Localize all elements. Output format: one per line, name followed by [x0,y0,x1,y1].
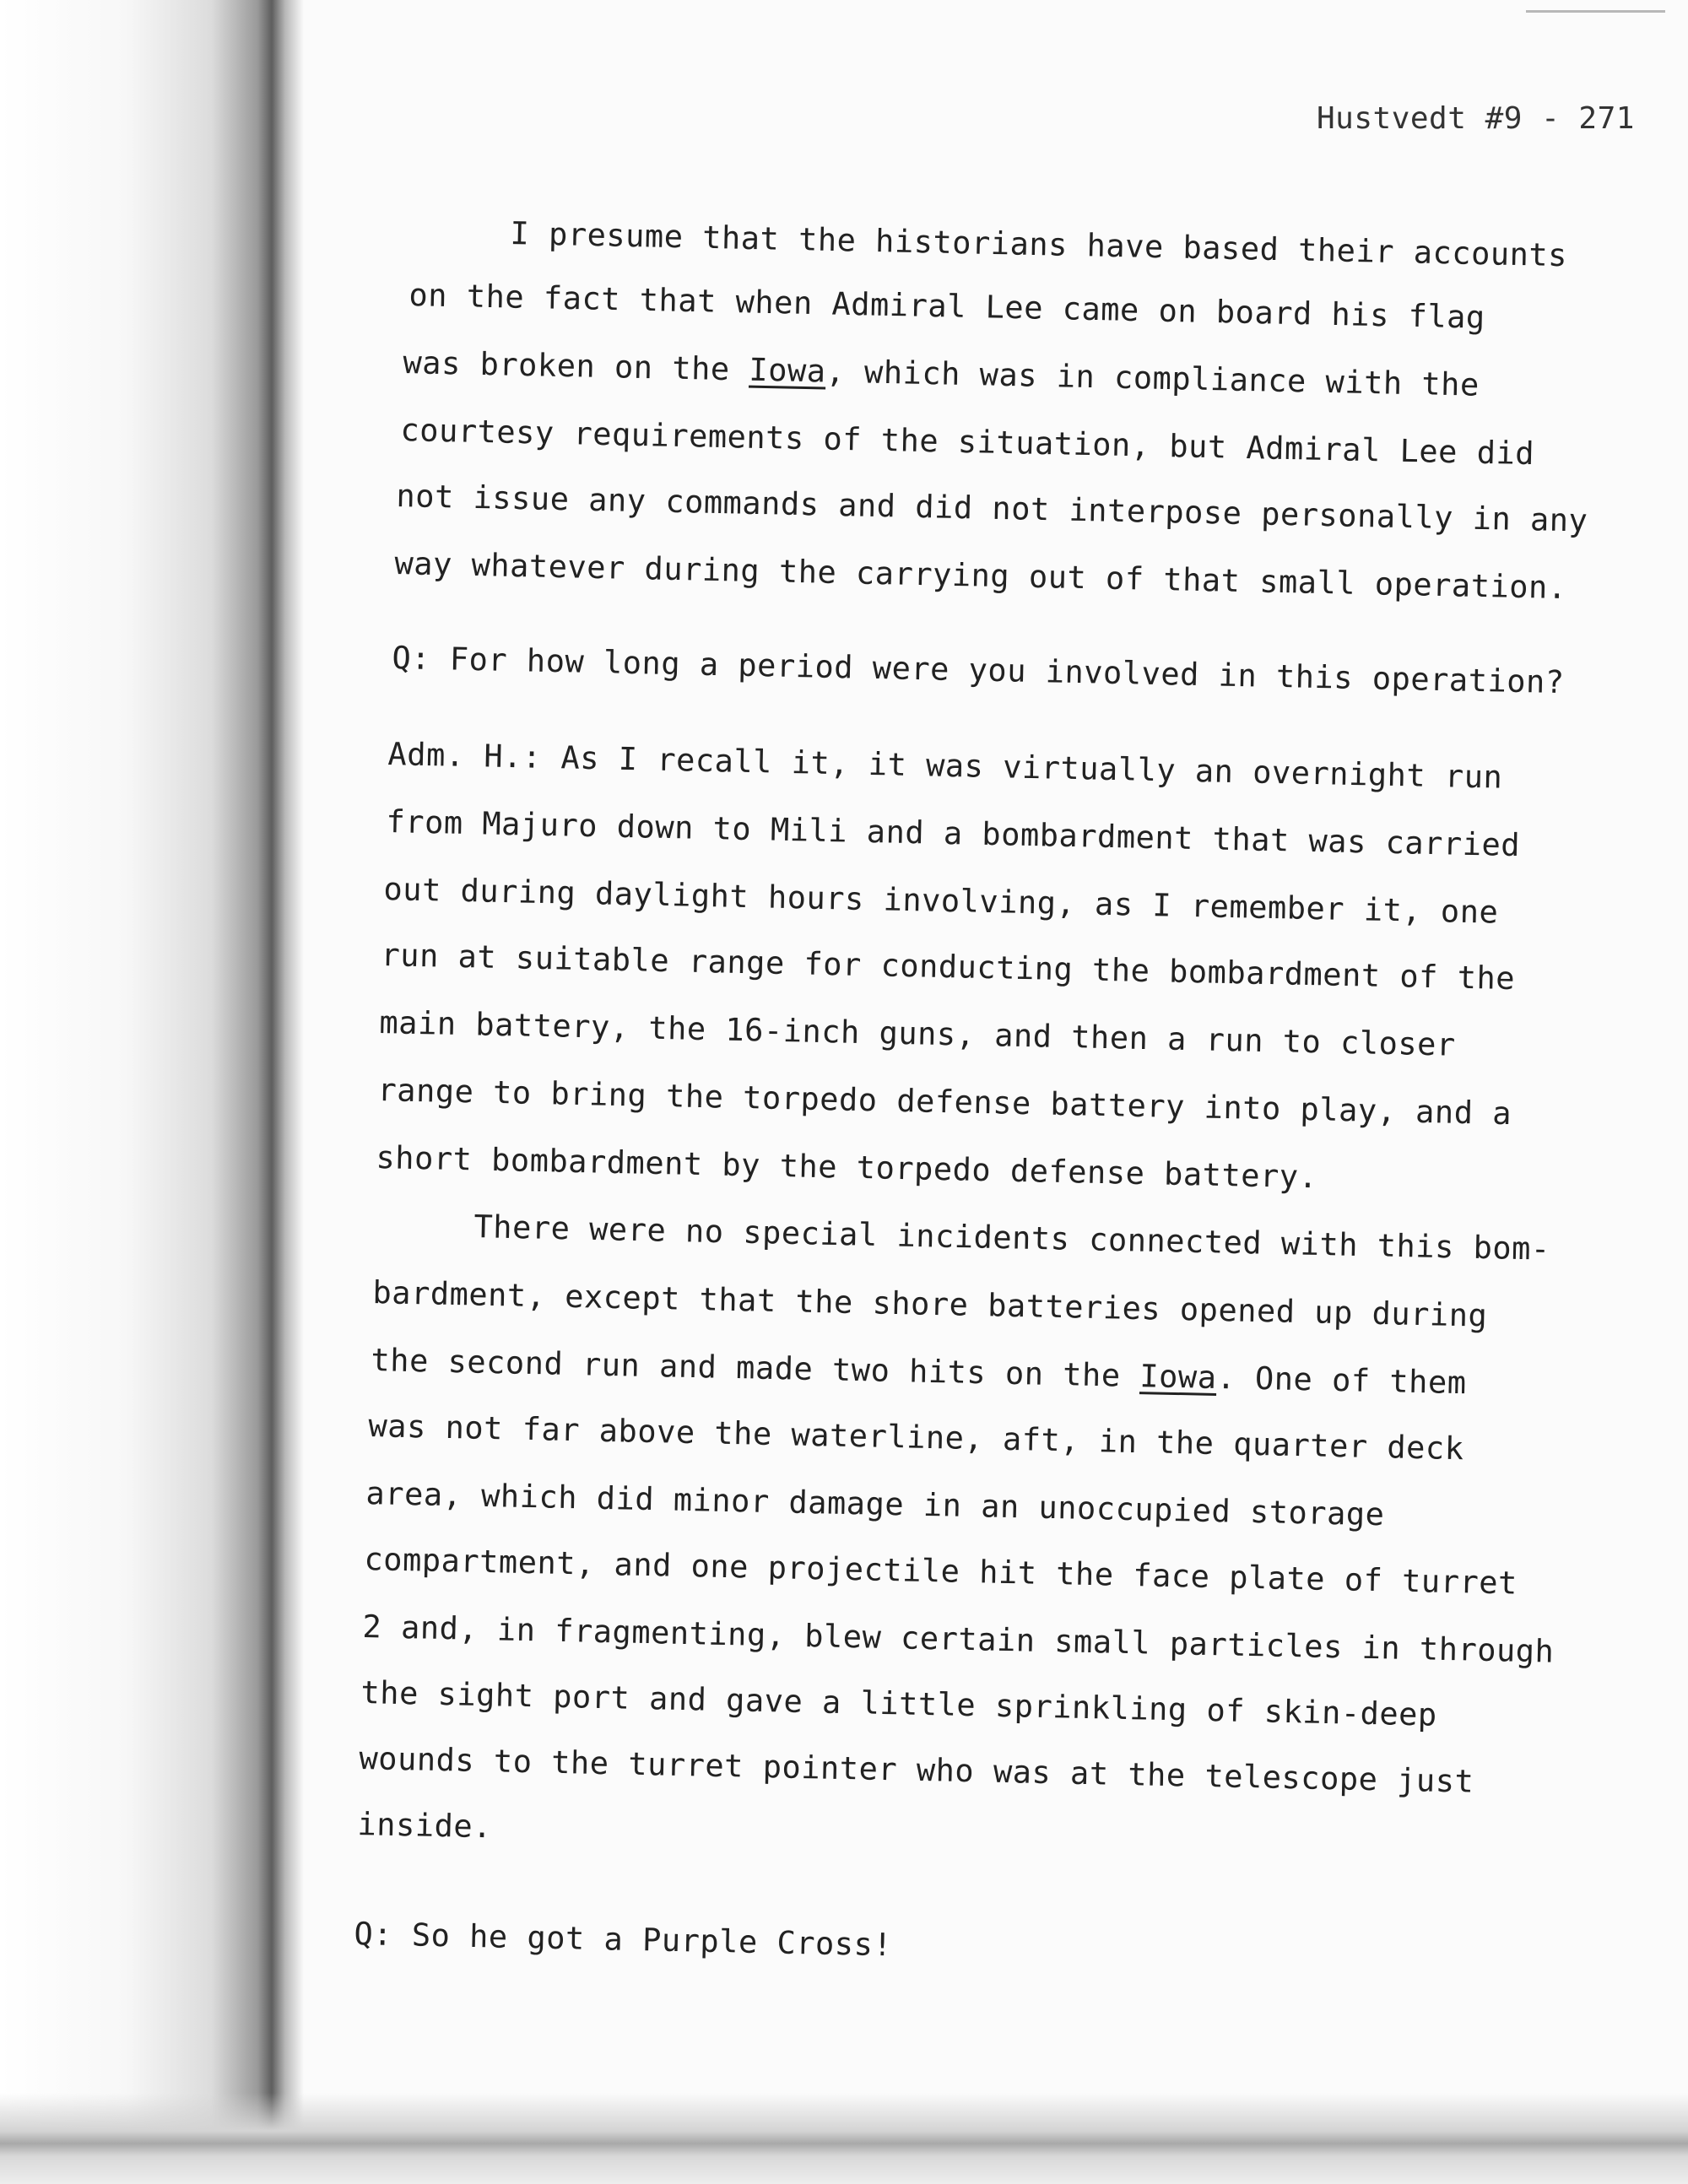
ship-name-iowa-2: Iowa [1139,1358,1217,1396]
p1-line-6: way whatever during the carrying out of that small operation. [394,545,1568,607]
a1-line-6: range to bring the torpedo defense battery into play, and a [377,1072,1512,1133]
p2-line-4: was not far above the waterline, aft, in the quarter deck [368,1408,1464,1468]
question-1: Q: For how long a period were you involved in this operation? [392,640,1566,701]
p1-line-1: I presume that the historians have based their accounts [510,215,1568,274]
p2-line-2: bardment, except that the shore batteries opened up during [372,1274,1488,1334]
p2-line-5: area, which did minor damage in an unoccupied storage [365,1475,1385,1533]
p1-line-5: not issue any commands and did not interpose personally in any [396,478,1588,539]
a1-line-7: short bombardment by the torpedo defense battery. [376,1139,1318,1196]
binding-shadow [0,0,304,2184]
p1-line-3 [403,344,1480,403]
ship-name-iowa: Iowa [748,351,826,390]
p2-line-3-a: the second run and made two hits on the [371,1342,1140,1395]
p1-line-3-a: was broken on the [403,344,749,388]
p2-line-7: 2 and, in fragmenting, blew certain small particles in through [362,1608,1555,1670]
p2-line-8: the sight port and gave a little sprinkling of skin-deep [360,1674,1438,1733]
a1-line-2: from Majuro down to Mili and a bombardment that was carried [386,803,1521,864]
p2-line-10: inside. [357,1806,493,1846]
p2-line-3 [371,1342,1467,1401]
p2-line-9: wounds to the turret pointer who was at the telescope just [359,1740,1474,1800]
a1-line-5: main battery, the 16-inch guns, and then a run to closer [379,1004,1457,1063]
question-2: Q: So he got a Purple Cross! [354,1916,893,1964]
p1-line-2: on the fact that when Admiral Lee came on board his flag [408,277,1486,336]
p2-line-6: compartment, and one projectile hit the face plate of turret [364,1541,1518,1602]
top-rule-mark [1526,10,1665,13]
p1-line-3-b: , which was in compliance with the [825,353,1480,403]
page-header: Hustvedt #9 - 271 [1317,101,1635,136]
a1-line-3: out during daylight hours involving, as I remember it, one [383,871,1499,931]
p2-line-1: There were no special incidents connected with this bom- [473,1208,1551,1268]
a1-line-4: run at suitable range for conducting the bombardment of the [381,937,1516,997]
a1-line-1: Adm. H.: As I recall it, it was virtually an overnight run [387,736,1503,796]
p2-line-3-b: . One of them [1216,1359,1467,1402]
bottom-edge-shadow [0,2093,1688,2184]
p1-line-4: courtesy requirements of the situation, but Admiral Lee did [400,412,1535,473]
